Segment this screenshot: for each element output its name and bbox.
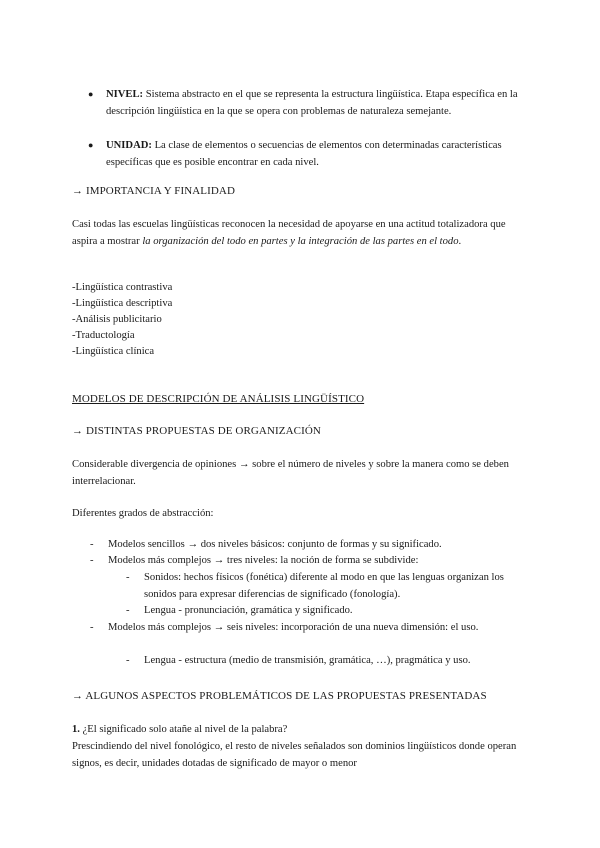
bullet-term: NIVEL:: [106, 89, 144, 100]
discipline-item: -Análisis publicitario: [72, 314, 162, 325]
dash-icon: -: [90, 539, 94, 550]
sub-item-text: Lengua - estructura (medio de transmisión, gramática, …), pragmática y uso.: [144, 655, 471, 666]
bullet-item-nivel: [88, 86, 540, 120]
sub-item-text: Lengua - pronunciación, gramática y significado.: [144, 605, 353, 616]
dash-icon: -: [90, 622, 94, 633]
sub-item-lengua-estructura: [126, 652, 540, 669]
dash-icon: -: [126, 605, 130, 616]
question-1: [72, 721, 540, 738]
paragraph-prescindiendo: Prescindiendo del nivel fonológico, el resto de niveles señalados son dominios lingüísticos donde operan signos, es decir, unidades dotadas de significado de mayor o menor: [72, 741, 517, 769]
sub-item-lengua: [126, 602, 540, 619]
model-text: Modelos sencillos → dos niveles básicos: conjunto de formas y su significado.: [108, 539, 442, 550]
paragraph-importancia: [72, 216, 525, 250]
dash-icon: -: [126, 655, 130, 666]
bullet-term: UNIDAD:: [106, 140, 152, 151]
section-heading-problematicos: → ALGUNOS ASPECTOS PROBLEMÁTICOS DE LAS PROPUESTAS PRESENTADAS: [72, 690, 487, 702]
sub-item-sonidos: [126, 569, 512, 603]
model-text: Modelos más complejos → seis niveles: incorporación de una nueva dimensión: el uso.: [108, 622, 479, 633]
dash-icon: -: [90, 555, 94, 566]
discipline-item: -Lingüística contrastiva: [72, 282, 173, 293]
paragraph-divergencia: Considerable divergencia de opiniones → sobre el número de niveles y sobre la manera como se deben interrelacionar.: [72, 459, 509, 487]
section-heading-propuestas: → DISTINTAS PROPUESTAS DE ORGANIZACIÓN: [72, 425, 321, 437]
discipline-item: -Lingüística descriptiva: [72, 298, 173, 309]
paragraph-end: .: [458, 236, 462, 247]
model-text: Modelos más complejos → tres niveles: la noción de forma se subdivide:: [108, 555, 419, 566]
discipline-item: -Lingüística clínica: [72, 346, 155, 357]
bullet-icon: ●: [88, 140, 94, 150]
bullet-icon: ●: [88, 89, 94, 99]
dash-icon: -: [126, 572, 130, 583]
question-text: ¿El significado solo atañe al nivel de la palabra?: [82, 724, 288, 735]
paragraph-italic: la organización del todo en partes y la integración de las partes en el todo: [142, 236, 459, 247]
sub-item-text: Sonidos: hechos físicos (fonética) diferente al modo en que las lenguas organizan los sonidos para expresar diferencias de significado (fonología).: [144, 572, 504, 600]
model-item-six-levels: [90, 619, 528, 636]
bullet-text: La clase de elementos o secuencias de elementos con determinadas características específicas que es posible encontrar en cada nivel.: [106, 140, 502, 168]
bullet-text: Sistema abstracto en el que se representa la estructura lingüística. Etapa específica en la descripción lingüística en la que se opera con problemas de naturaleza semejante.: [106, 89, 518, 117]
discipline-item: -Traductología: [72, 330, 135, 341]
paragraph-text: Casi todas las escuelas lingüísticas reconocen la necesidad de apoyarse en una actitud totalizadora que aspira a mostrar: [72, 219, 506, 247]
main-heading: MODELOS DE DESCRIPCIÓN DE ANÁLISIS LINGÜÍSTICO: [72, 393, 365, 405]
bullet-item-unidad: [88, 137, 540, 171]
section-heading-importancia: → IMPORTANCIA Y FINALIDAD: [72, 185, 236, 197]
question-number: 1.: [72, 724, 80, 735]
model-item-three-levels: [90, 552, 540, 569]
paragraph-abstraccion: Diferentes grados de abstracción:: [72, 508, 214, 519]
model-item-simple: [90, 536, 540, 553]
